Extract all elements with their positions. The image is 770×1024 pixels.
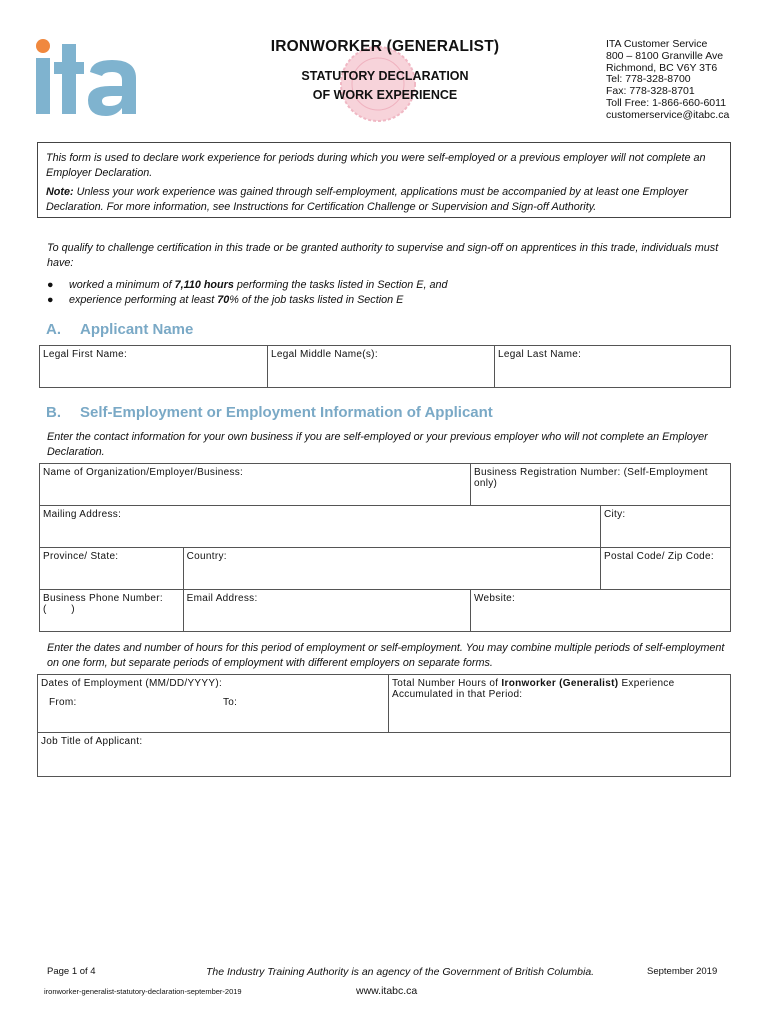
form-subtitle-2: OF WORK EXPERIENCE — [312, 88, 458, 102]
field-label: Website: — [474, 593, 516, 604]
form-title: IRONWORKER (GENERALIST) — [270, 38, 500, 55]
field-label: Name of Organization/Employer/Business: — [43, 467, 244, 478]
website-field[interactable] — [471, 590, 731, 632]
field-label: Postal Code/ Zip Code: — [604, 551, 714, 562]
title-block — [230, 38, 540, 105]
file-name: ironworker-generalist-statutory-declaration-september-2019 — [44, 987, 242, 996]
bullet-icon: ● — [47, 294, 54, 306]
contact-line: Richmond, BC V6Y 3T6 — [606, 61, 718, 74]
dates-instructions: Enter the dates and number of hours for this period of employment or self-employment. You may combine multiple periods of self-employment on one form, but separate periods of employment with different employers on separate forms. — [47, 642, 725, 669]
organization-name-field[interactable] — [40, 464, 471, 506]
phone-area-code: ( ) — [43, 604, 75, 615]
applicant-name-table — [39, 345, 731, 388]
bullet-text: performing the tasks listed in Section E, and — [233, 279, 448, 291]
section-b-heading — [46, 404, 493, 421]
website-link[interactable]: www.itabc.ca — [356, 985, 418, 997]
legal-first-name-field[interactable] — [40, 346, 268, 388]
mailing-address-field[interactable] — [40, 506, 601, 548]
contact-email[interactable]: customerservice@itabc.ca — [606, 108, 730, 121]
business-phone-field[interactable] — [40, 590, 184, 632]
list-item — [47, 293, 737, 308]
bullet-text: % of the job tasks listed in Section E — [229, 294, 404, 306]
field-label: Job Title of Applicant: — [41, 736, 143, 747]
note-label: Note: — [46, 186, 74, 198]
qualify-bullets — [47, 278, 737, 308]
intro-text: This form is used to declare work experience for periods during which you were self-employed or a previous employer will not complete an Employer Declaration. — [46, 152, 706, 179]
field-label: Total Number Hours of — [392, 678, 502, 689]
intro-box — [37, 142, 731, 218]
field-label: Email Address: — [186, 593, 258, 604]
trade-name: Ironworker (Generalist) — [501, 678, 619, 689]
bullet-icon: ● — [47, 279, 54, 291]
field-label: Legal First Name: — [43, 349, 128, 360]
job-title-field[interactable] — [38, 733, 731, 777]
field-label: Legal Middle Name(s): — [271, 349, 378, 360]
qualify-text: To qualify to challenge certification in this trade or be granted authority to supervise and sign-off on apprentices in this trade, individuals must have: — [47, 242, 719, 269]
footer-date: September 2019 — [647, 966, 718, 977]
dates-table — [37, 674, 731, 777]
contact-line: 800 – 8100 Granville Ave — [606, 49, 724, 62]
contact-line: Toll Free: 1-866-660-6011 — [606, 96, 727, 109]
field-label: Experience Accumulated in that Period: — [392, 678, 675, 700]
bullet-bold: 70 — [217, 294, 230, 306]
from-date-field[interactable]: From: — [49, 697, 77, 708]
section-a-heading — [46, 321, 193, 338]
contact-line: Tel: 778-328-8700 — [606, 73, 691, 86]
email-address-field[interactable] — [183, 590, 470, 632]
bullet-bold: 7,110 hours — [174, 279, 234, 291]
legal-last-name-field[interactable] — [495, 346, 731, 388]
country-field[interactable] — [183, 548, 600, 590]
contact-line: Fax: 778-328-8701 — [606, 85, 695, 98]
dates-of-employment-field[interactable] — [38, 675, 389, 733]
field-label: Province/ State: — [43, 551, 119, 562]
form-subtitle-1: STATUTORY DECLARATION — [301, 69, 469, 83]
field-label: Business Phone Number: — [43, 593, 163, 604]
contact-info — [606, 39, 729, 122]
field-label: City: — [604, 509, 626, 520]
total-hours-field[interactable] — [389, 675, 731, 733]
section-b-description: Enter the contact information for your own business if you are self-employed or your previous employer who will not complete an Employer Declaration. — [47, 431, 708, 458]
field-label: Mailing Address: — [43, 509, 122, 520]
field-label: Country: — [186, 551, 227, 562]
bullet-text: worked a minimum of — [69, 279, 175, 291]
employer-info-table — [39, 463, 731, 632]
business-registration-field[interactable] — [471, 464, 731, 506]
field-label: Legal Last Name: — [498, 349, 582, 360]
page-number: Page 1 of 4 — [47, 966, 96, 977]
city-field[interactable] — [601, 506, 731, 548]
province-state-field[interactable] — [40, 548, 184, 590]
ita-logo — [32, 36, 142, 118]
contact-line: ITA Customer Service — [606, 38, 708, 50]
section-title: Applicant Name — [80, 321, 194, 338]
section-letter: B. — [46, 404, 61, 421]
field-label: Dates of Employment (MM/DD/YYYY): — [41, 678, 223, 689]
bullet-text: experience performing at least — [69, 294, 218, 306]
agency-statement: The Industry Training Authority is an agency of the Government of British Columbia. — [206, 966, 595, 978]
to-date-field[interactable]: To: — [223, 697, 238, 708]
legal-middle-name-field[interactable] — [268, 346, 495, 388]
postal-code-field[interactable] — [601, 548, 731, 590]
section-title: Self-Employment or Employment Information of Applicant — [80, 404, 493, 421]
note-text: Unless your work experience was gained through self-employment, applications must be accompanied by at least one Employer Declaration. For more information, see Instructions for Certification Challenge or Supervision and Sign-off Authority. — [46, 186, 689, 213]
section-letter: A. — [46, 321, 61, 338]
field-label: Business Registration Number: (Self-Employment only) — [474, 467, 708, 489]
list-item — [47, 278, 737, 293]
